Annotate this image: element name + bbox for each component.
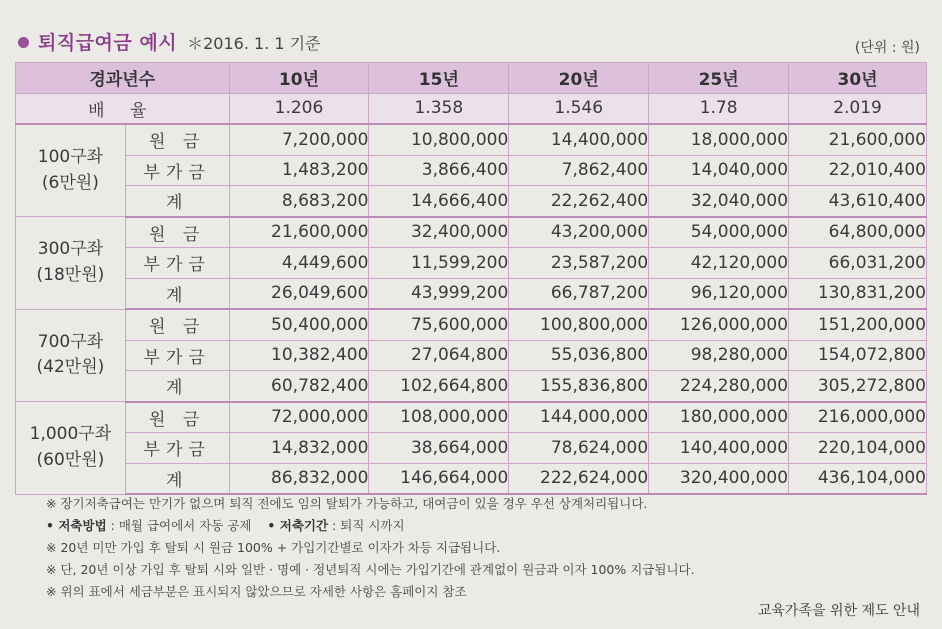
row-label: 부가금	[125, 433, 229, 464]
amount-cell: 100,800,000	[509, 309, 649, 340]
amount-cell: 75,600,000	[369, 309, 509, 340]
row-label: 원 금	[125, 217, 229, 248]
unit-label: (단위 : 원)	[854, 40, 920, 56]
amount-cell: 14,400,000	[509, 124, 649, 155]
group-cell	[16, 402, 126, 495]
table-row	[16, 186, 927, 217]
ratio-value: 1.78	[649, 93, 789, 124]
amount-cell: 108,000,000	[369, 402, 509, 433]
amount-cell: 154,072,800	[789, 340, 927, 371]
header-20y: 20년	[509, 63, 649, 94]
group-monthly: (6만원)	[41, 172, 99, 193]
ratio-value: 1.358	[369, 93, 509, 124]
amount-cell: 10,800,000	[369, 124, 509, 155]
amount-cell: 10,382,400	[229, 340, 369, 371]
group-cell	[16, 124, 126, 217]
ratio-value: 2.019	[789, 93, 927, 124]
ratio-row	[16, 93, 927, 124]
table-row	[16, 217, 927, 248]
amount-cell: 14,040,000	[649, 155, 789, 186]
amount-cell: 220,104,000	[789, 433, 927, 464]
amount-cell: 155,836,800	[509, 371, 649, 402]
amount-cell: 436,104,000	[789, 463, 927, 494]
title-row	[18, 28, 321, 55]
table-row	[16, 340, 927, 371]
amount-cell: 14,832,000	[229, 433, 369, 464]
table-row	[16, 309, 927, 340]
ratio-value: 1.206	[229, 93, 369, 124]
group-name: 300구좌	[37, 239, 104, 260]
amount-cell: 32,040,000	[649, 186, 789, 217]
amount-cell: 22,262,400	[509, 186, 649, 217]
amount-cell: 38,664,000	[369, 433, 509, 464]
amount-cell: 7,200,000	[229, 124, 369, 155]
row-label: 원 금	[125, 309, 229, 340]
row-label: 원 금	[125, 124, 229, 155]
amount-cell: 8,683,200	[229, 186, 369, 217]
amount-cell: 144,000,000	[509, 402, 649, 433]
amount-cell: 66,031,200	[789, 248, 927, 279]
amount-cell: 102,664,800	[369, 371, 509, 402]
amount-cell: 72,000,000	[229, 402, 369, 433]
amount-cell: 224,280,000	[649, 371, 789, 402]
amount-cell: 98,280,000	[649, 340, 789, 371]
amount-cell: 64,800,000	[789, 217, 927, 248]
bullet-icon	[18, 37, 29, 48]
amount-cell: 7,862,400	[509, 155, 649, 186]
group-monthly: (42만원)	[36, 357, 105, 378]
table-row	[16, 278, 927, 309]
footnote: ※ 장기저축급여는 만기가 없으며 퇴직 전에도 임의 탈퇴가 가능하고, 대여금이 있을 경우 우선 상계처리됩니다.	[46, 496, 648, 511]
amount-cell: 3,866,400	[369, 155, 509, 186]
amount-cell: 22,010,400	[789, 155, 927, 186]
amount-cell: 180,000,000	[649, 402, 789, 433]
amount-cell: 50,400,000	[229, 309, 369, 340]
amount-cell: 11,599,200	[369, 248, 509, 279]
amount-cell: 42,120,000	[649, 248, 789, 279]
amount-cell: 305,272,800	[789, 371, 927, 402]
amount-cell: 43,999,200	[369, 278, 509, 309]
row-label: 부가금	[125, 155, 229, 186]
method-text: : 매월 급여에서 자동 공제	[106, 518, 252, 533]
amount-cell: 216,000,000	[789, 402, 927, 433]
footnote: ※ 위의 표에서 세금부분은 표시되지 않았으므로 자세한 사항은 홈페이지 참조	[46, 584, 467, 599]
group-name: 1,000구좌	[29, 424, 112, 445]
page-title: 퇴직급여금 예시	[38, 32, 178, 54]
amount-cell: 23,587,200	[509, 248, 649, 279]
method-label: • 저축방법	[46, 518, 107, 533]
amount-cell: 126,000,000	[649, 309, 789, 340]
amount-cell: 1,483,200	[229, 155, 369, 186]
amount-cell: 26,049,600	[229, 278, 369, 309]
amount-cell: 78,624,000	[509, 433, 649, 464]
amount-cell: 146,664,000	[369, 463, 509, 494]
amount-cell: 151,200,000	[789, 309, 927, 340]
table-row	[16, 463, 927, 494]
amount-cell: 21,600,000	[789, 124, 927, 155]
amount-cell: 18,000,000	[649, 124, 789, 155]
header-years: 경과년수	[16, 63, 230, 94]
amount-cell: 14,666,400	[369, 186, 509, 217]
footer-caption: 교육가족을 위한 제도 안내	[757, 603, 920, 619]
amount-cell: 27,064,800	[369, 340, 509, 371]
ratio-label: 배 율	[16, 93, 230, 124]
amount-cell: 66,787,200	[509, 278, 649, 309]
table-row	[16, 124, 927, 155]
table-row	[16, 371, 927, 402]
group-cell	[16, 217, 126, 310]
table-row	[16, 248, 927, 279]
amount-cell: 32,400,000	[369, 217, 509, 248]
footnotes	[46, 493, 695, 603]
amount-cell: 140,400,000	[649, 433, 789, 464]
row-label: 계	[125, 186, 229, 217]
savings-info	[46, 515, 695, 537]
amount-cell: 43,610,400	[789, 186, 927, 217]
header-10y: 10년	[229, 63, 369, 94]
row-label: 부가금	[125, 340, 229, 371]
amount-cell: 55,036,800	[509, 340, 649, 371]
row-label: 부가금	[125, 248, 229, 279]
table-row	[16, 402, 927, 433]
header-25y: 25년	[649, 63, 789, 94]
amount-cell: 222,624,000	[509, 463, 649, 494]
period-label: • 저축기간	[267, 518, 329, 533]
group-monthly: (60만원)	[36, 449, 105, 470]
row-label: 계	[125, 371, 229, 402]
amount-cell: 130,831,200	[789, 278, 927, 309]
benefit-table	[15, 62, 927, 495]
amount-cell: 320,400,000	[649, 463, 789, 494]
amount-cell: 21,600,000	[229, 217, 369, 248]
amount-cell: 96,120,000	[649, 278, 789, 309]
amount-cell: 54,000,000	[649, 217, 789, 248]
amount-cell: 60,782,400	[229, 371, 369, 402]
group-cell	[16, 309, 126, 402]
row-label: 원 금	[125, 402, 229, 433]
period-text: : 퇴직 시까지	[328, 518, 405, 533]
table-header-row	[16, 63, 927, 94]
table-row	[16, 155, 927, 186]
ratio-value: 1.546	[509, 93, 649, 124]
amount-cell: 4,449,600	[229, 248, 369, 279]
footnote: ※ 20년 미만 가입 후 탈퇴 시 원금 100% + 가입기간별로 이자가 차등 지급됩니다.	[46, 540, 501, 555]
group-monthly: (18만원)	[36, 264, 105, 285]
header-15y: 15년	[369, 63, 509, 94]
footnote: ※ 단, 20년 이상 가입 후 탈퇴 시와 일반 · 명예 · 정년퇴직 시에는 가입기간에 관계없이 원금과 이자 100% 지급됩니다.	[46, 562, 695, 577]
row-label: 계	[125, 278, 229, 309]
amount-cell: 43,200,000	[509, 217, 649, 248]
group-name: 100구좌	[37, 147, 104, 167]
header-30y: 30년	[789, 63, 927, 94]
row-label: 계	[125, 463, 229, 494]
group-name: 700구좌	[37, 331, 104, 352]
amount-cell: 86,832,000	[229, 463, 369, 494]
reference-date-note: ＊2016. 1. 1 기준	[187, 34, 321, 53]
table-row	[16, 433, 927, 464]
